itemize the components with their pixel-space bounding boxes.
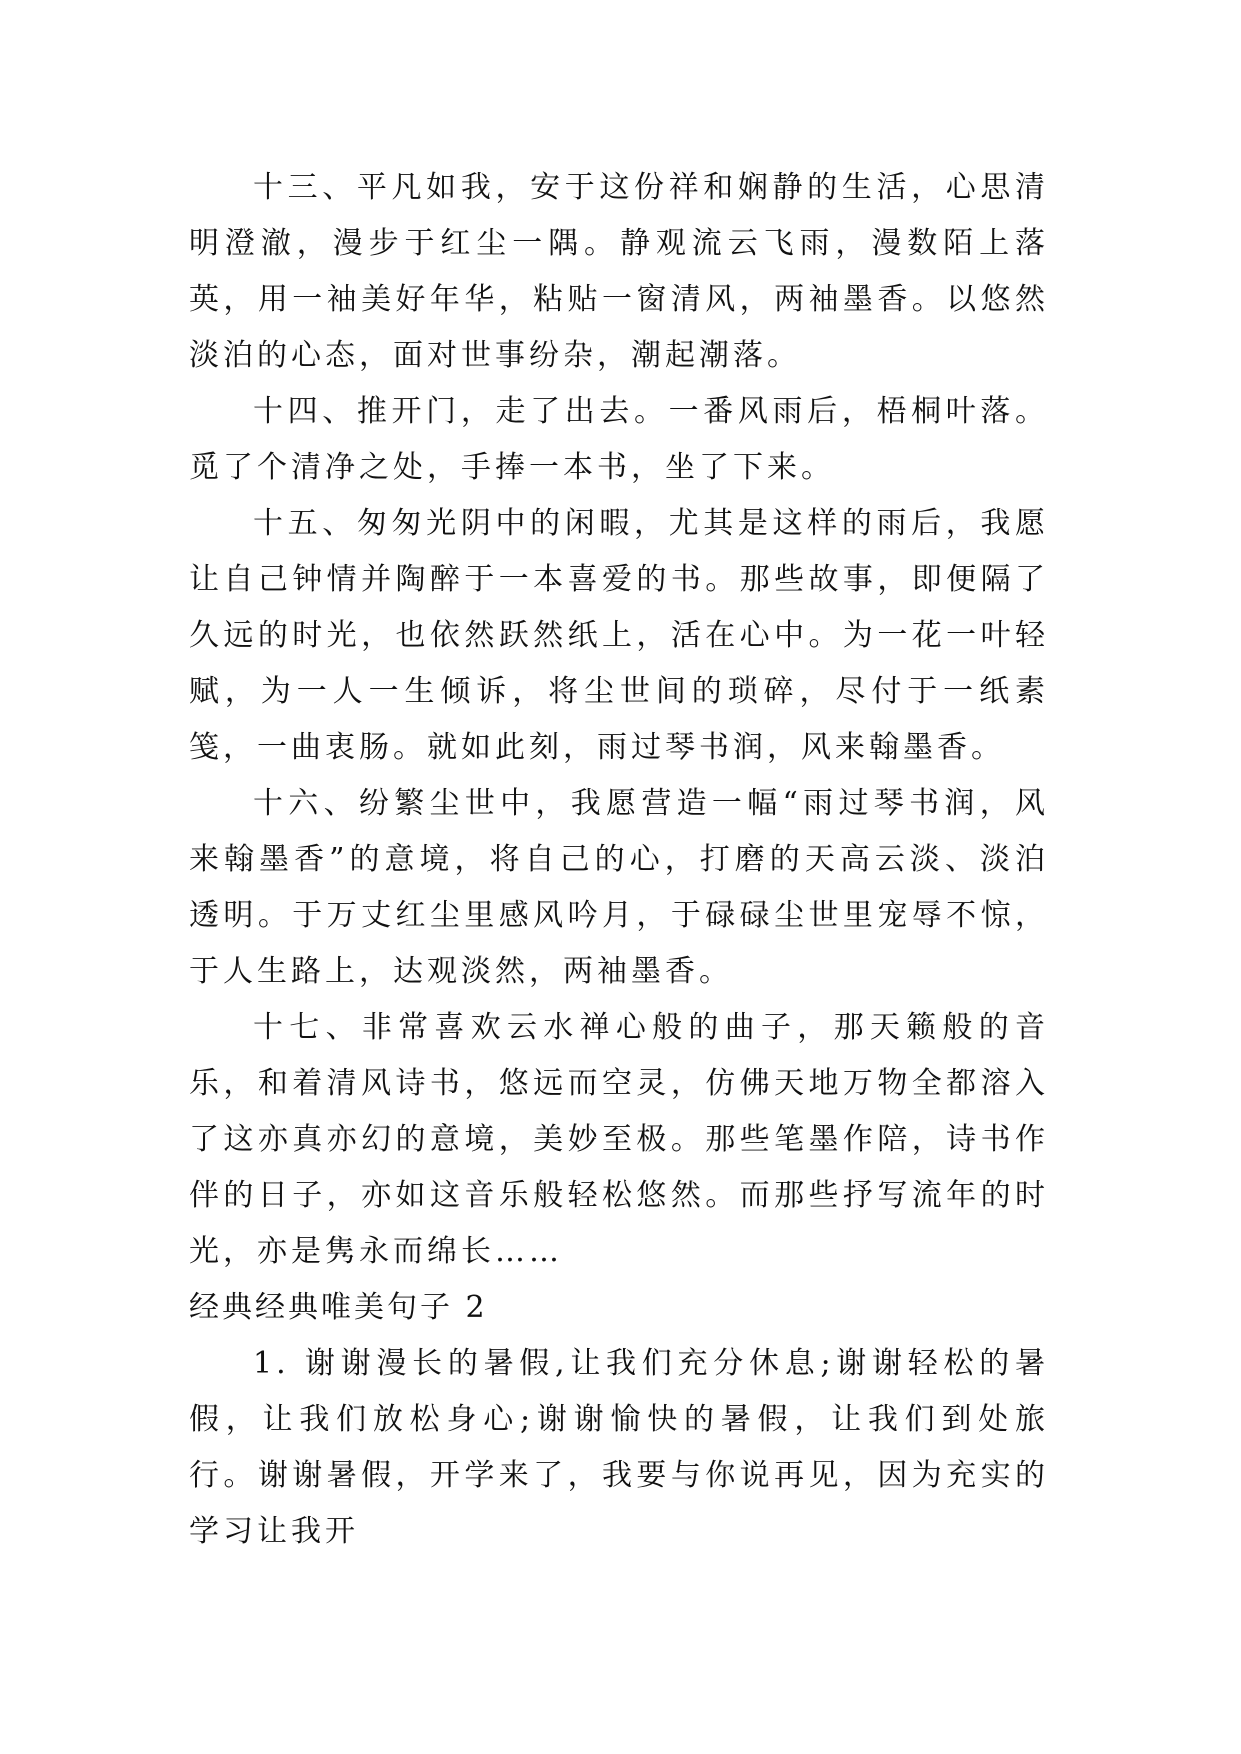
paragraph-15: 十五、匆匆光阴中的闲暇，尤其是这样的雨后，我愿让自己钟情并陶醉于一本喜爱的书。那些故事，即便隔了久远的时光，也依然跃然纸上，活在心中。为一花一叶轻赋，为一人一生倾诉，将尘世间的琐碎，尽付于一纸素笺，一曲衷肠。就如此刻，雨过琴书润，风来翰墨香。 [189, 506, 1049, 765]
paragraph-17: 十七、非常喜欢云水禅心般的曲子，那天籁般的音乐，和着清风诗书，悠远而空灵，仿佛天地万物全都溶入了这亦真亦幻的意境，美妙至极。那些笔墨作陪，诗书作伴的日子，亦如这音乐般轻松悠然。而那些抒写流年的时光，亦是隽永而绵长…… [189, 1010, 1049, 1269]
paragraph-16: 十六、纷繁尘世中，我愿营造一幅“雨过琴书润，风来翰墨香”的意境，将自己的心，打磨的天高云淡、淡泊透明。于万丈红尘里感风吟月，于碌碌尘世里宠辱不惊，于人生路上，达观淡然，两袖墨香。 [189, 786, 1049, 989]
paragraph-14: 十四、推开门，走了出去。一番风雨后，梧桐叶落。觅了个清净之处，手捧一本书，坐了下来。 [189, 394, 1049, 485]
document-body [189, 160, 1049, 1560]
section-heading: 经典经典唯美句子 2 [189, 1290, 488, 1325]
paragraph-1: 1. 谢谢漫长的暑假,让我们充分休息;谢谢轻松的暑假，让我们放松身心;谢谢愉快的暑假，让我们到处旅行。谢谢暑假，开学来了，我要与你说再见，因为充实的学习让我开 [189, 1346, 1049, 1549]
paragraph-13: 十三、平凡如我，安于这份祥和娴静的生活，心思清明澄澈，漫步于红尘一隅。静观流云飞雨，漫数陌上落英，用一袖美好年华，粘贴一窗清风，两袖墨香。以悠然淡泊的心态，面对世事纷杂，潮起潮落。 [189, 170, 1049, 373]
